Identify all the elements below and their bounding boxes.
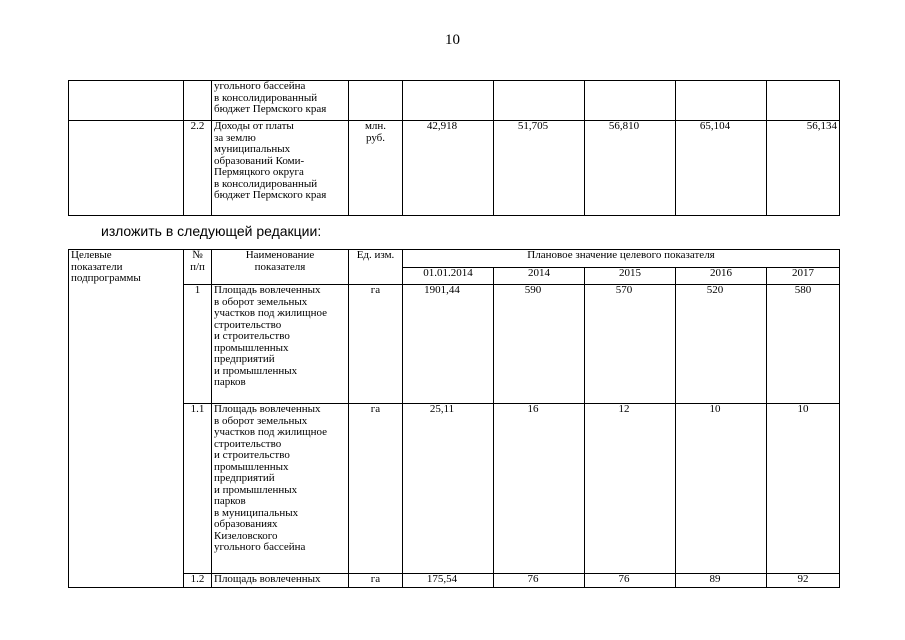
value-cell: 16 xyxy=(494,404,585,574)
header-year: 2015 xyxy=(585,267,676,285)
header-row xyxy=(69,250,840,268)
value-cell: 56,810 xyxy=(585,121,676,216)
value-cell: 76 xyxy=(494,574,585,588)
table-row xyxy=(69,574,840,588)
unit-cell: млн. руб. xyxy=(349,121,403,216)
row-number xyxy=(184,81,212,121)
value-cell: 1901,44 xyxy=(403,285,494,404)
header-year: 2014 xyxy=(494,267,585,285)
header-number: № п/п xyxy=(184,250,212,285)
header-year: 01.01.2014 xyxy=(403,267,494,285)
row-number: 1 xyxy=(184,285,212,404)
value-cell: 10 xyxy=(676,404,767,574)
value-cell: 590 xyxy=(494,285,585,404)
value-cell xyxy=(585,81,676,121)
value-cell: 520 xyxy=(676,285,767,404)
row-number: 2.2 xyxy=(184,121,212,216)
row-number: 1.1 xyxy=(184,404,212,574)
unit-cell xyxy=(349,81,403,121)
value-cell: 10 xyxy=(767,404,840,574)
value-cell: 92 xyxy=(767,574,840,588)
header-year: 2016 xyxy=(676,267,767,285)
indicator-name: Площадь вовлеченных в оборот земельных участков под жилищное строительство и строительство промышленных предприятий и промышленных парков xyxy=(212,285,349,404)
page-number: 10 xyxy=(445,32,460,48)
indicator-name: Площадь вовлеченных в оборот земельных участков под жилищное строительство и строительство промышленных предприятий и промышленных парков в муниципальных образованиях Кизеловского угольного бассейна xyxy=(212,404,349,574)
value-cell: 580 xyxy=(767,285,840,404)
value-cell: 175,54 xyxy=(403,574,494,588)
value-cell: 12 xyxy=(585,404,676,574)
table-row xyxy=(69,285,840,404)
unit-cell: га xyxy=(349,404,403,574)
table-row xyxy=(69,81,840,121)
indicator-name: Доходы от платы за землю муниципальных образований Коми- Пермяцкого округа в консолидированный бюджет Пермского края xyxy=(212,121,349,216)
header-indicator-name: Наименование показателя xyxy=(212,250,349,285)
value-cell xyxy=(494,81,585,121)
value-cell: 76 xyxy=(585,574,676,588)
value-cell: 570 xyxy=(585,285,676,404)
value-cell: 51,705 xyxy=(494,121,585,216)
intro-text: изложить в следующей редакции: xyxy=(101,223,322,239)
value-cell xyxy=(403,81,494,121)
value-cell: 25,11 xyxy=(403,404,494,574)
new-indicator-table xyxy=(68,249,840,588)
value-cell: 42,918 xyxy=(403,121,494,216)
unit-cell: га xyxy=(349,574,403,588)
value-cell xyxy=(767,81,840,121)
table-row xyxy=(69,404,840,574)
table-cell xyxy=(69,121,184,216)
table-row xyxy=(69,121,840,216)
header-unit: Ед. изм. xyxy=(349,250,403,285)
unit-cell: га xyxy=(349,285,403,404)
old-indicator-table xyxy=(68,80,840,216)
header-planned-value: Плановое значение целевого показателя xyxy=(403,250,840,268)
value-cell: 65,104 xyxy=(676,121,767,216)
value-cell xyxy=(676,81,767,121)
row-number: 1.2 xyxy=(184,574,212,588)
value-cell: 89 xyxy=(676,574,767,588)
header-target-indicators: Целевые показатели подпрограммы xyxy=(69,250,184,285)
value-cell: 56,134 xyxy=(767,121,840,216)
table-cell xyxy=(69,285,184,588)
indicator-name: угольного бассейна в консолидированный бюджет Пермского края xyxy=(212,81,349,121)
indicator-name: Площадь вовлеченных xyxy=(212,574,349,588)
table-cell xyxy=(69,81,184,121)
header-year: 2017 xyxy=(767,267,840,285)
